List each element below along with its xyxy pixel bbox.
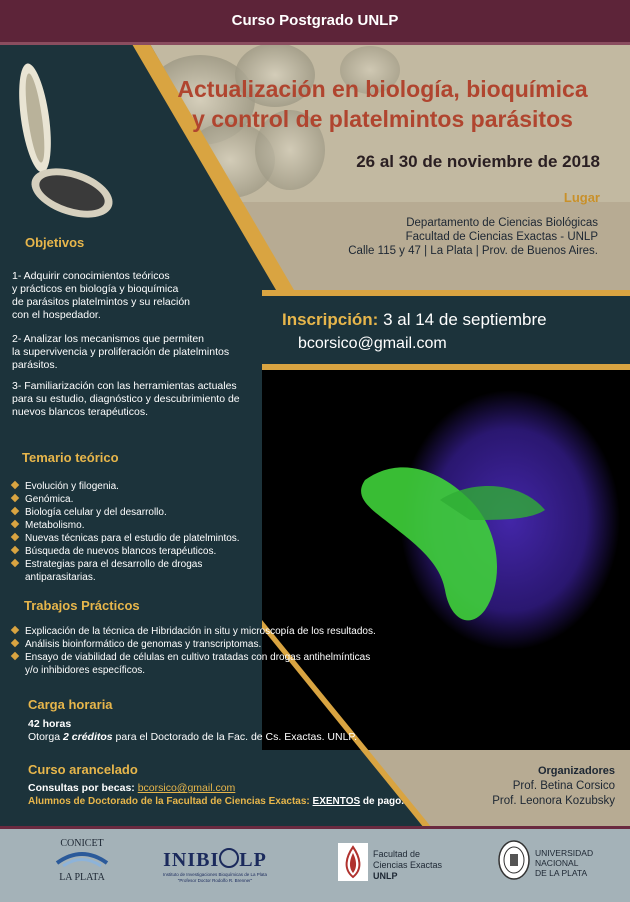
temario-item: Biología celular y del desarrollo.	[12, 506, 272, 519]
inibiolp-o-icon	[219, 848, 239, 868]
exactas-logo-text: Facultad de Ciencias Exactas UNLP	[373, 849, 443, 881]
carga-hours: 42 horas	[28, 718, 72, 730]
exactas-flame-icon	[338, 843, 368, 881]
inscripcion	[282, 310, 547, 330]
conicet-wave-icon	[53, 849, 111, 869]
lugar-line-1: Departamento de Ciencias Biológicas	[406, 217, 598, 229]
becas-email-link[interactable]: bcorsico@gmail.com	[137, 782, 236, 794]
lugar-heading: Lugar	[563, 190, 600, 205]
organizadores-heading: Organizadores	[537, 765, 615, 777]
course-title-line2: y control de platelmintos parásitos	[192, 106, 573, 132]
inscripcion-dates: 3 al 14 de septiembre	[383, 310, 547, 329]
trabajos-item: Análisis bioinformático de genomas y transcriptomas.	[12, 638, 392, 651]
temario-list	[12, 480, 272, 584]
unlp-seal-icon	[498, 840, 530, 880]
trabajos-list	[12, 625, 392, 677]
temario-item: Genómica.	[12, 493, 272, 506]
temario-item: Nuevas técnicas para el estudio de platelmintos.	[12, 532, 272, 545]
inibiolp-logo: INIBI LP Instituto de Investigaciones Bioquímicas de La Plata "Profesor Doctor Rodolfo R. Brenner"	[162, 849, 268, 883]
temario-heading: Temario teórico	[22, 450, 119, 465]
course-title-line1: Actualización en biología, bioquímica	[177, 76, 588, 102]
trabajos-item: Ensayo de viabilidad de células en cultivo tratadas con drogas antihelmínticas y/o inhibidores específicos.	[12, 651, 392, 677]
objetivo-3: 3- Familiarización con las herramientas actuales para su estudio, diagnóstico y descubrimiento de nuevos blancos terapéuticos.	[12, 380, 240, 418]
objetivo-2: 2- Analizar los mecanismos que permiten la supervivencia y proliferación de platelmintos parásitos.	[12, 333, 230, 371]
alumnos-line: Alumnos de Doctorado de la Facultad de Ciencias Exactas: EXENTOS de pago.	[28, 796, 405, 807]
unlp-logo-text: UNIVERSIDAD NACIONAL DE LA PLATA	[535, 848, 594, 878]
temario-item: Estrategias para el desarrollo de drogas antiparasitarias.	[12, 558, 272, 584]
carga-heading: Carga horaria	[28, 697, 113, 712]
inscripcion-email[interactable]: bcorsico@gmail.com	[298, 335, 447, 352]
arancel-heading: Curso arancelado	[28, 762, 138, 777]
lugar-line-2: Facultad de Ciencias Exactas - UNLP	[405, 231, 598, 243]
header-title: Curso Postgrado UNLP	[231, 12, 399, 29]
gold-horizontal-stripe-2	[262, 364, 630, 370]
temario-item: Metabolismo.	[12, 519, 272, 532]
course-dates: 26 al 30 de noviembre de 2018	[356, 152, 600, 171]
inscripcion-label: Inscripción:	[282, 310, 379, 329]
organizador-2: Prof. Leonora Kozubsky	[492, 795, 615, 807]
course-title	[150, 74, 615, 134]
lugar-line-3: Calle 115 y 47 | La Plata | Prov. de Buenos Aires.	[348, 245, 598, 257]
gold-horizontal-stripe	[262, 290, 630, 296]
conicet-logo: CONICET LA PLATA	[52, 838, 112, 883]
temario-item: Evolución y filogenia.	[12, 480, 272, 493]
organizador-1: Prof. Betina Corsico	[512, 780, 615, 792]
becas-line: Consultas por becas: bcorsico@gmail.com	[28, 782, 236, 794]
trabajos-heading: Trabajos Prácticos	[24, 598, 140, 613]
temario-item: Búsqueda de nuevos blancos terapéuticos.	[12, 545, 272, 558]
trabajos-item: Explicación de la técnica de Hibridación in situ y microscopía de los resultados.	[12, 625, 392, 638]
objetivo-1: 1- Adquirir conocimientos teóricos y prácticos en biología y bioquímica de parásitos platelmintos y su relación con el hospedador.	[12, 270, 191, 321]
carga-creditos: Otorga 2 créditos para el Doctorado de la Fac. de Cs. Exactas. UNLP.	[28, 731, 357, 743]
objetivos-heading: Objetivos	[25, 235, 85, 250]
